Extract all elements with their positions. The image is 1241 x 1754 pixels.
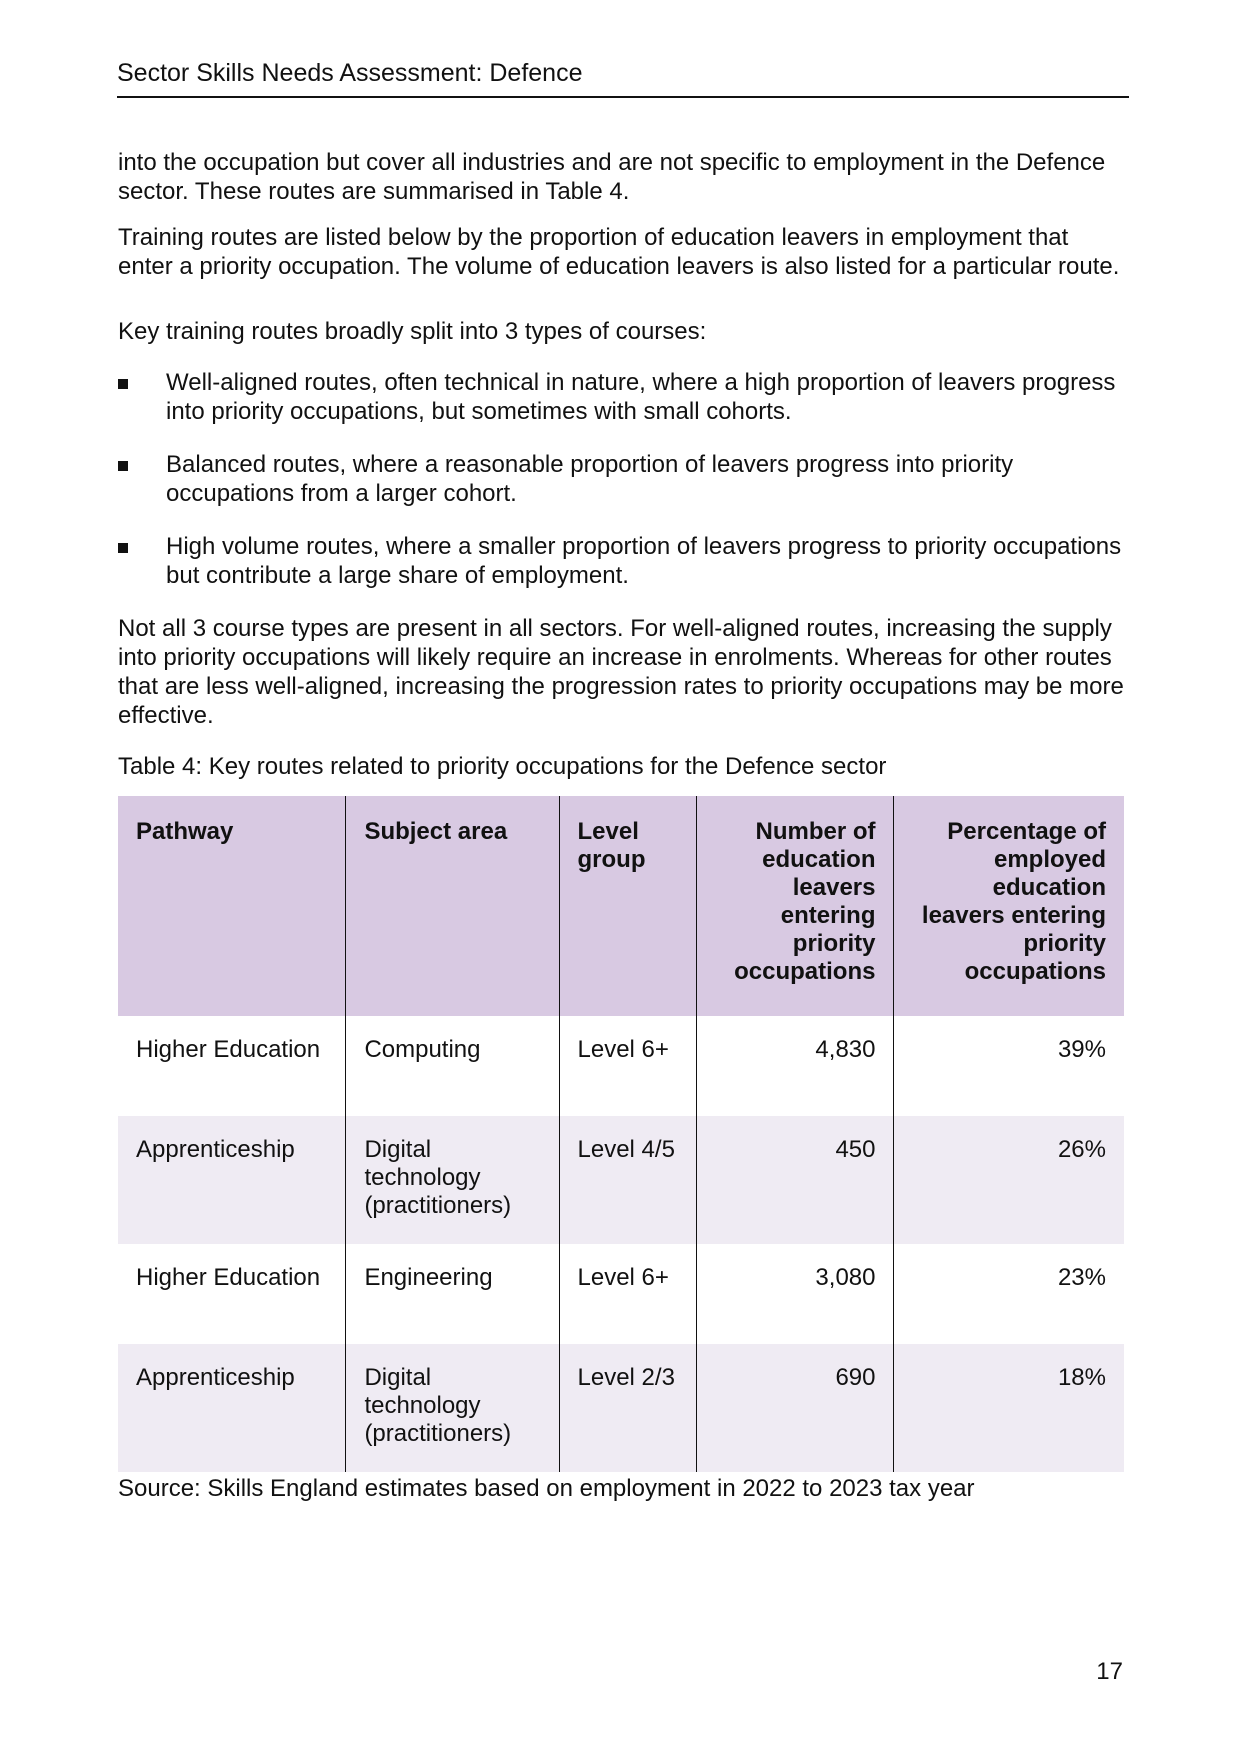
cell-percentage: 23%: [894, 1244, 1124, 1344]
cell-subject-area: Engineering: [346, 1244, 559, 1344]
cell-pathway: Apprenticeship: [136, 1364, 295, 1391]
cell-percentage: 18%: [894, 1344, 1124, 1472]
cell-pathway: Apprenticeship: [136, 1136, 295, 1163]
column-header-subject-area: Subject area: [346, 796, 559, 1016]
course-types-paragraph: Not all 3 course types are present in all sectors. For well-aligned routes, increasing the supply into priority occupations will likely require an increase in enrolments. Whereas for other routes that are less well-aligned, increasing the progression rates to priority occupations may be more effective.: [118, 615, 1124, 729]
cell-percentage: 26%: [894, 1116, 1124, 1244]
cell-level-group: Level 6+: [559, 1016, 696, 1116]
list-item-text: High volume routes, where a smaller proportion of leavers progress to priority occupations but contribute a large share of employment.: [166, 533, 1122, 589]
list-item: [118, 532, 1128, 590]
column-header-percentage: Percentage of employed education leavers entering priority occupations: [894, 796, 1124, 1016]
square-bullet-icon: [118, 461, 128, 471]
key-routes-table: [118, 796, 1124, 1472]
cell-pathway: Higher Education: [136, 1036, 321, 1063]
cell-percentage: 39%: [894, 1016, 1124, 1116]
list-item-text: Balanced routes, where a reasonable proportion of leavers progress into priority occupations from a larger cohort.: [166, 451, 1014, 507]
page-header: [117, 58, 1129, 98]
cell-level-group: Level 2/3: [559, 1344, 696, 1472]
list-item: [118, 450, 1128, 508]
course-types-intro: Key training routes broadly split into 3 types of courses:: [118, 318, 707, 345]
document-title: Sector Skills Needs Assessment: Defence: [117, 59, 583, 87]
page-number: 17: [1096, 1658, 1123, 1685]
column-header-pathway: Pathway: [136, 818, 234, 845]
table-row: [118, 1244, 1124, 1344]
table-header-row: [118, 796, 1124, 1016]
cell-subject-area: Digital technology (practitioners): [346, 1116, 559, 1244]
square-bullet-icon: [118, 379, 128, 389]
table-source-note: Source: Skills England estimates based on employment in 2022 to 2023 tax year: [118, 1475, 975, 1502]
table-row: [118, 1016, 1124, 1116]
table-row: [118, 1116, 1124, 1244]
page-content: [118, 148, 1128, 1503]
intro-paragraph: into the occupation but cover all industries and are not specific to employment in the Defence sector. These routes are summarised in Table 4.: [118, 149, 1106, 205]
square-bullet-icon: [118, 543, 128, 553]
cell-subject-area: Digital technology (practitioners): [346, 1344, 559, 1472]
cell-number-of-leavers: 690: [696, 1344, 894, 1472]
cell-number-of-leavers: 4,830: [696, 1016, 894, 1116]
list-item-text: Well-aligned routes, often technical in nature, where a high proportion of leavers progress into priority occupations, but sometimes with small cohorts.: [166, 369, 1116, 425]
training-routes-paragraph: Training routes are listed below by the proportion of education leavers in employment that enter a priority occupation. The volume of education leavers is also listed for a particular route.: [118, 224, 1120, 280]
column-header-number-of-leavers: Number of education leavers entering priority occupations: [696, 796, 894, 1016]
column-header-level-group: Level group: [559, 796, 696, 1016]
cell-pathway: Higher Education: [136, 1264, 321, 1291]
table-row: [118, 1344, 1124, 1472]
table-caption: Table 4: Key routes related to priority occupations for the Defence sector: [118, 753, 887, 780]
cell-number-of-leavers: 450: [696, 1116, 894, 1244]
cell-subject-area: Computing: [346, 1016, 559, 1116]
cell-level-group: Level 6+: [559, 1244, 696, 1344]
course-types-list: [118, 368, 1128, 590]
cell-number-of-leavers: 3,080: [696, 1244, 894, 1344]
cell-level-group: Level 4/5: [559, 1116, 696, 1244]
list-item: [118, 368, 1128, 426]
